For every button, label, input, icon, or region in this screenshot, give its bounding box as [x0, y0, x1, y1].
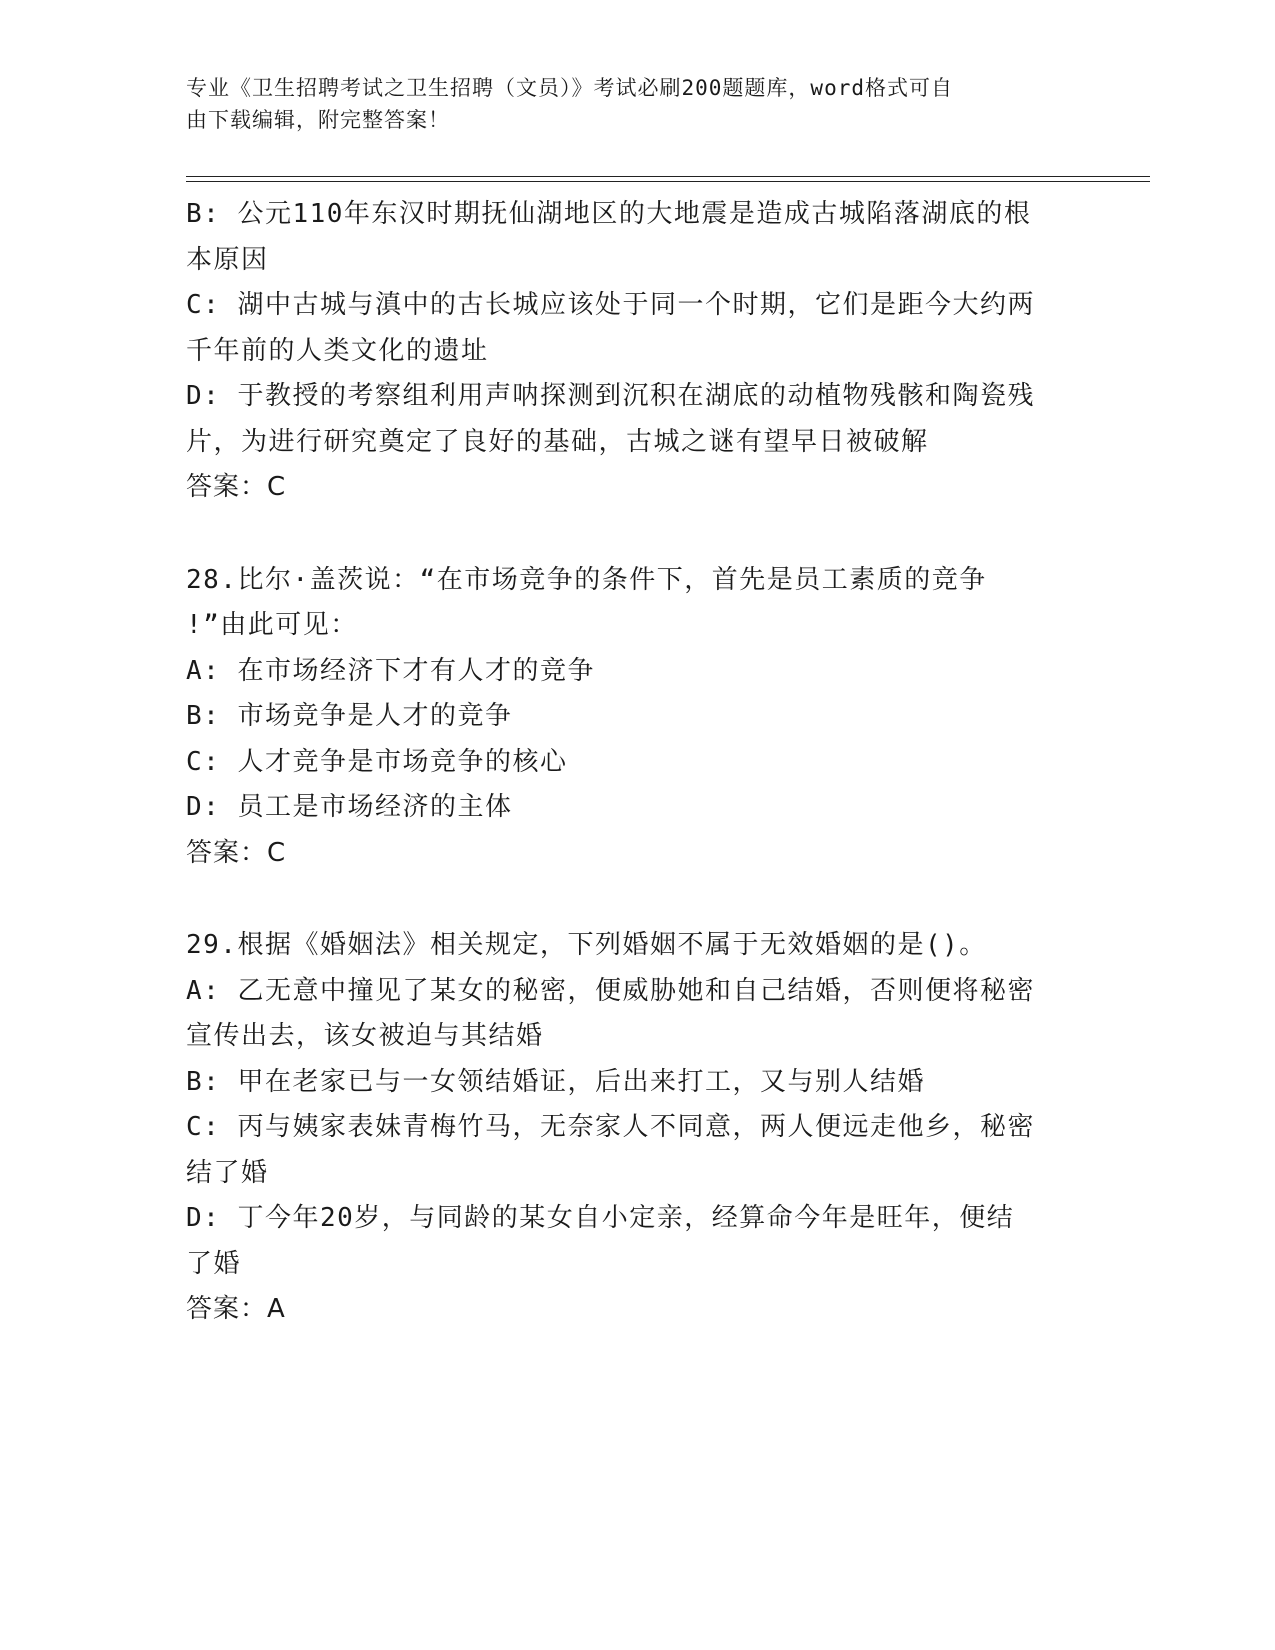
question-27-options [186, 192, 1086, 511]
header-line-1: 专业《卫生招聘考试之卫生招聘（文员）》考试必刷200题题库，word格式可自 [186, 76, 953, 100]
question-28-stem: 28.比尔·盖茨说：“在市场竞争的条件下，首先是员工素质的竞争 [186, 564, 987, 595]
header-rule-top [186, 176, 1150, 177]
option-b: B: 市场竞争是人才的竞争 [186, 701, 513, 731]
option-d: D: 丁今年20岁，与同龄的某女自小定亲，经算命今年是旺年，便结 [186, 1203, 1015, 1233]
option-a: A: 乙无意中撞见了某女的秘密，便威胁她和自己结婚，否则便将秘密 [186, 975, 1035, 1006]
option-line: B: 公元110年东汉时期抚仙湖地区的大地震是造成古城陷落湖底的根 [186, 199, 1032, 229]
answer-29: 答案：A [186, 1294, 286, 1324]
question-29-stem: 29.根据《婚姻法》相关规定，下列婚姻不属于无效婚姻的是()。 [186, 930, 987, 960]
question-28 [186, 558, 1086, 877]
option-c: C: 丙与姨家表妹青梅竹马，无奈家人不同意，两人便远走他乡，秘密 [186, 1112, 1035, 1142]
answer-27: 答案：C [186, 472, 287, 502]
option-c: 结了婚 [186, 1157, 269, 1188]
spacer [186, 876, 1086, 923]
answer-28: 答案：C [186, 837, 287, 868]
option-line: C: 湖中古城与滇中的古长城应该处于同一个时期，它们是距今大约两 [186, 290, 1035, 320]
document-header [186, 72, 1066, 136]
option-line: D: 于教授的考察组利用声呐探测到沉积在湖底的动植物残骸和陶瓷残 [186, 381, 1035, 411]
header-line-2: 由下载编辑，附完整答案！ [186, 108, 450, 132]
document-body [186, 192, 1086, 1333]
header-rule-bottom [186, 181, 1150, 182]
option-a: 宣传出去，该女被迫与其结婚 [186, 1021, 544, 1051]
option-d: 了婚 [186, 1248, 242, 1279]
option-a: A: 在市场经济下才有人才的竞争 [186, 655, 595, 686]
option-d: D: 员工是市场经济的主体 [186, 792, 513, 822]
option-line: 千年前的人类文化的遗址 [186, 335, 489, 366]
question-29 [186, 923, 1086, 1333]
option-b: B: 甲在老家已与一女领结婚证，后出来打工，又与别人结婚 [186, 1066, 925, 1097]
spacer [186, 511, 1086, 558]
question-28-stem: !”由此可见： [186, 610, 358, 640]
option-line: 片，为进行研究奠定了良好的基础，古城之谜有望早日被破解 [186, 426, 929, 457]
option-line: 本原因 [186, 244, 269, 275]
option-c: C: 人才竞争是市场竞争的核心 [186, 746, 568, 777]
